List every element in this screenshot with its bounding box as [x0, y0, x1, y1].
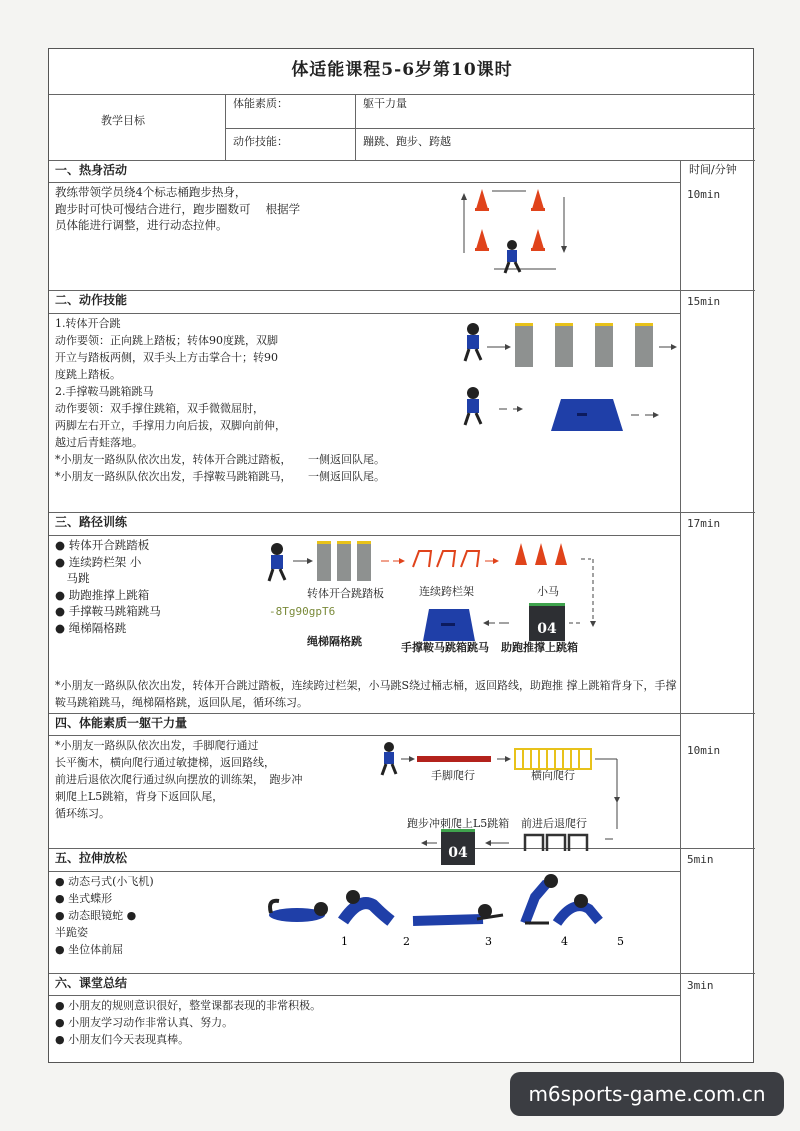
- pose-number: 3: [485, 935, 492, 948]
- list-item: ● 小朋友学习动作非常认真、努力。: [55, 1014, 655, 1031]
- pose-number: 1: [341, 935, 348, 948]
- cone-icon: [515, 543, 527, 565]
- goal-key-skill: 动作技能：: [233, 135, 288, 148]
- step-board-icon: [317, 541, 331, 581]
- goals-label: 教学目标: [101, 114, 145, 127]
- cone-icon: [531, 229, 545, 251]
- section-time-stretch: 5min: [687, 853, 714, 866]
- section-heading-core: 四、体能素质一躯干力量: [55, 716, 188, 730]
- list-item: ● 小朋友的规则意识很好，整堂课都表现的非常积极。: [55, 997, 655, 1014]
- cone-icon: [475, 229, 489, 251]
- skills-diagram: [459, 317, 679, 437]
- step-board-icon: [555, 323, 573, 367]
- section-heading-summary: 六、课堂总结: [55, 976, 128, 990]
- caption-ladder: 绳梯隔格跳: [307, 635, 362, 648]
- pose-number: 5: [617, 935, 624, 948]
- list-item: ● 转体开合跳踏板: [55, 537, 255, 554]
- step-board-icon: [635, 323, 653, 367]
- caption-hurdles: 连续跨栏架: [419, 585, 474, 598]
- stretch-pose-icon: [413, 904, 503, 921]
- list-item: ● 连续跨栏架 小 马跳: [55, 554, 255, 587]
- lesson-plan-sheet: [48, 48, 754, 1063]
- divider: [225, 128, 755, 129]
- stretch-bullets: [55, 873, 255, 958]
- cone-icon: [475, 189, 489, 211]
- caption-crawl: 手脚爬行: [431, 769, 475, 782]
- pose-number: 2: [403, 935, 410, 948]
- vault-box-icon: [423, 609, 475, 641]
- goal-value-skill: 蹦跳、跑步、跨越: [363, 135, 451, 148]
- cone-icon: [555, 543, 567, 565]
- section-time-core: 10min: [687, 744, 721, 757]
- list-item: ● 动态眼镜蛇 ● 半跪姿: [55, 907, 255, 941]
- balance-beam-icon: [417, 756, 491, 762]
- child-runner-icon: [505, 240, 520, 273]
- list-item: ● 手撑鞍马跳箱跳马: [55, 603, 255, 620]
- summary-bullets: [55, 997, 655, 1048]
- caption-jump-box: 助跑推撑上跳箱: [501, 641, 578, 654]
- stretch-diagram: [263, 875, 624, 951]
- vault-box-icon: [551, 399, 623, 431]
- goal-key-physical: 体能素质：: [233, 97, 288, 110]
- list-item: ● 助跑推撑上跳箱: [55, 587, 255, 604]
- caption-pony: 小马: [537, 585, 559, 598]
- step-board-icon: [515, 323, 533, 367]
- child-jumper-icon: [465, 323, 481, 361]
- section-time-skills: 15min: [687, 295, 721, 308]
- cone-icon: [535, 543, 547, 565]
- section-heading-skills: 二、动作技能: [55, 293, 128, 307]
- divider: [49, 160, 755, 161]
- step-board-icon: [337, 541, 351, 581]
- section-heading-circuit: 三、路径训练: [55, 515, 128, 529]
- warmup-text: 教练带领学员绕4个标志桶跑步热身， 跑步时可快可慢结合进行，跑步圈数可 根据学 员体能进行调整，进行动态拉伸。: [55, 185, 301, 232]
- divider: [225, 94, 226, 160]
- divider: [680, 160, 681, 1063]
- stretch-pose-icon: [343, 890, 391, 921]
- stretch-pose-icon: [525, 874, 558, 923]
- list-item: ● 动态弓式(小飞机): [55, 873, 255, 890]
- step-board-icon: [595, 323, 613, 367]
- caption-vault: 手撑鞍马跳箱跳马: [401, 641, 489, 654]
- core-text: *小朋友一路纵队依次出发，手脚爬行通过 长平衡木，横向爬行通过敏捷梯，返回路线， 前进后退依次爬行通过纵向摆放的训练架， 跑步冲 刺爬上L5跳箱，背身下返回队尾， 循环练习。: [55, 739, 303, 820]
- section-time-summary: 3min: [687, 979, 714, 992]
- section-time-circuit: 17min: [687, 517, 721, 530]
- section-heading-warmup: 一、热身活动: [55, 163, 128, 177]
- list-item: ● 坐式蝶形: [55, 890, 255, 907]
- cone-icon: [531, 189, 545, 211]
- caption-step-board: 转体开合跳踏板: [307, 587, 384, 600]
- skills-text: 1.转体开合跳 动作要领：正向跳上踏板；转体90度跳，双脚 开立与踏板两侧，双手头上方击掌合十；转90 度跳上踏板。 2.手撑鞍马跳箱跳马 动作要领：双手撑住跳箱，双手微微屈肘， 两脚左右开立，手撑用力向后拔，双脚向前伸， 越过后青蛙落地。 *小朋友一路纵队依次出发，转体开合跳过踏板， 一侧返回队尾。 *小朋友一路纵队依次出发，手撑鞍马跳箱跳马， 一侧返回队尾。: [55, 317, 385, 483]
- step-board-icon: [357, 541, 371, 581]
- list-item: ● 坐位体前屈: [55, 941, 255, 958]
- page-title: 体适能课程5-6岁第10课时: [291, 60, 513, 80]
- list-item: ● 绳梯隔格跳: [55, 620, 255, 637]
- caption-forward-back: 前进后退爬行: [521, 817, 587, 830]
- pose-number: 4: [561, 935, 568, 948]
- watermark-badge: m6sports-game.com.cn: [510, 1072, 784, 1116]
- child-runner-icon: [382, 742, 396, 775]
- circuit-bullets: [55, 537, 255, 636]
- list-item: ● 小朋友们今天表现真棒。: [55, 1031, 655, 1048]
- goal-value-physical: 躯干力量: [363, 97, 407, 110]
- time-column-header: 时间/分钟: [689, 163, 737, 176]
- caption-sprint-box: 跑步冲刺爬上L5跳箱: [407, 817, 510, 830]
- circuit-note: *小朋友一路纵队依次出发，转体开合跳过踏板，连续跨过栏架，小马跳S绕过桶志桶，返回路线，助跑推 撑上跳箱背身下，手撑鞍马跳箱跳马，绳梯隔格跳，返回队尾，循环练习。: [55, 679, 677, 709]
- caption-lateral-crawl: 横向爬行: [531, 769, 575, 782]
- jump-box-label: 04: [537, 621, 557, 637]
- agility-ladder-icon: [515, 749, 591, 769]
- section-heading-stretch: 五、拉伸放松: [55, 851, 128, 865]
- jump-box-label: 04: [448, 845, 468, 861]
- caption-code: -8Tg90gpT6: [269, 605, 336, 618]
- divider: [355, 94, 356, 160]
- child-jumper-icon: [465, 387, 481, 425]
- hurdle-icon: [413, 551, 479, 567]
- stretch-pose-icon: [557, 894, 599, 923]
- warmup-diagram: [454, 183, 574, 287]
- stretch-pose-icon: [269, 901, 328, 922]
- child-jumper-icon: [269, 543, 285, 581]
- section-time-warmup: 10min: [687, 188, 721, 201]
